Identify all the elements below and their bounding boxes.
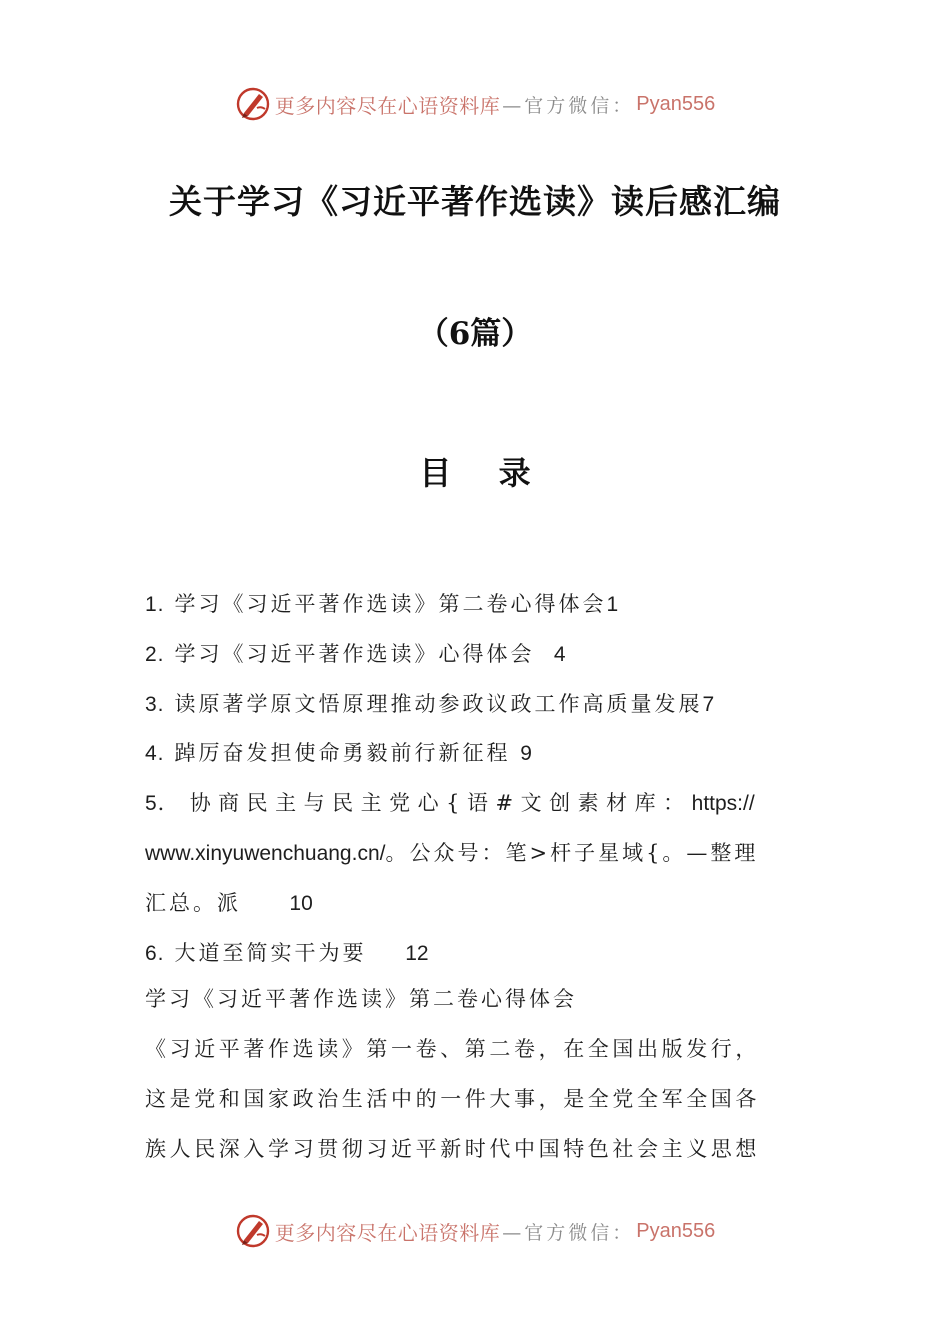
toc-item-number: 2. <box>145 642 165 666</box>
toc-item-url-part1: https:// <box>691 792 755 816</box>
watermark-wechat-id: Pyan556 <box>636 92 716 115</box>
body-paragraph-line: 这是党和国家政治生活中的一件大事，是全党全军全国各 <box>145 1087 760 1111</box>
watermark-separator: —官方微信： <box>502 1221 635 1244</box>
toc-item <box>145 580 807 630</box>
body-section <box>145 974 807 1174</box>
toc-item <box>145 630 807 680</box>
toc-item-text: 学习《习近平著作选读》第二卷心得体会 <box>174 592 607 616</box>
toc-item-continued <box>145 879 807 929</box>
toc-item-page: 10 <box>289 891 313 915</box>
body-paragraph-line: 族人民深入学习贯彻习近平新时代中国特色社会主义思想 <box>145 1137 760 1161</box>
toc-item <box>145 680 807 730</box>
footer-watermark <box>0 1211 950 1251</box>
watermark-separator: —官方微信： <box>502 94 635 117</box>
toc-item-number: 5． <box>145 792 180 816</box>
toc-item-page: 7 <box>702 692 715 716</box>
section-title: 学习《习近平著作选读》第二卷心得体会 <box>145 987 577 1011</box>
toc-item-continued <box>145 829 807 879</box>
watermark-wechat-id: Pyan556 <box>636 1219 716 1242</box>
toc-item <box>145 929 807 979</box>
toc-item-number: 4. <box>145 742 165 766</box>
watermark-text: 更多内容尽在心语资料库 <box>274 1220 501 1245</box>
toc-heading: 目 录 <box>419 454 549 492</box>
document-title: 关于学习《习近平著作选读》读后感汇编 <box>169 182 781 221</box>
toc-item <box>145 779 807 829</box>
pen-logo-icon <box>235 86 271 122</box>
toc-item-text: 踔厉奋发担使命勇毅前行新征程 <box>174 741 511 766</box>
toc-item <box>145 729 807 779</box>
toc-item-text: 大道至简实干为要 <box>174 940 367 965</box>
toc-item-text: 协商民主与民主党心{语#文创素材库： <box>189 791 692 816</box>
toc-item-number: 3. <box>145 692 165 716</box>
toc-item-page: 4 <box>553 642 566 666</box>
toc-item-page: 9 <box>520 742 532 766</box>
toc-item-text: 学习《习近平著作选读》心得体会 <box>174 641 535 666</box>
toc-item-text-end: 汇总。派 <box>145 890 241 915</box>
table-of-contents <box>145 580 807 978</box>
header-watermark <box>0 84 950 124</box>
toc-item-text: 读原著学原文悟原理推动参政议政工作高质量发展 <box>174 691 703 716</box>
toc-item-url-part2: www.xinyuwenchuang.cn/ <box>145 841 386 865</box>
watermark-text: 更多内容尽在心语资料库 <box>274 93 501 118</box>
toc-item-page: 12 <box>405 941 429 965</box>
toc-item-page: 1 <box>606 593 619 616</box>
toc-item-text-continued: 。公众号：笔>杆子星域{。—整理 <box>385 840 759 865</box>
toc-item-number: 6. <box>145 941 165 965</box>
pen-logo-icon <box>235 1213 271 1249</box>
document-subtitle: （6篇） <box>417 316 533 352</box>
body-paragraph-line: 《习近平著作选读》第一卷、第二卷，在全国出版发行， <box>145 1037 760 1061</box>
toc-item-number: 1. <box>145 593 165 616</box>
